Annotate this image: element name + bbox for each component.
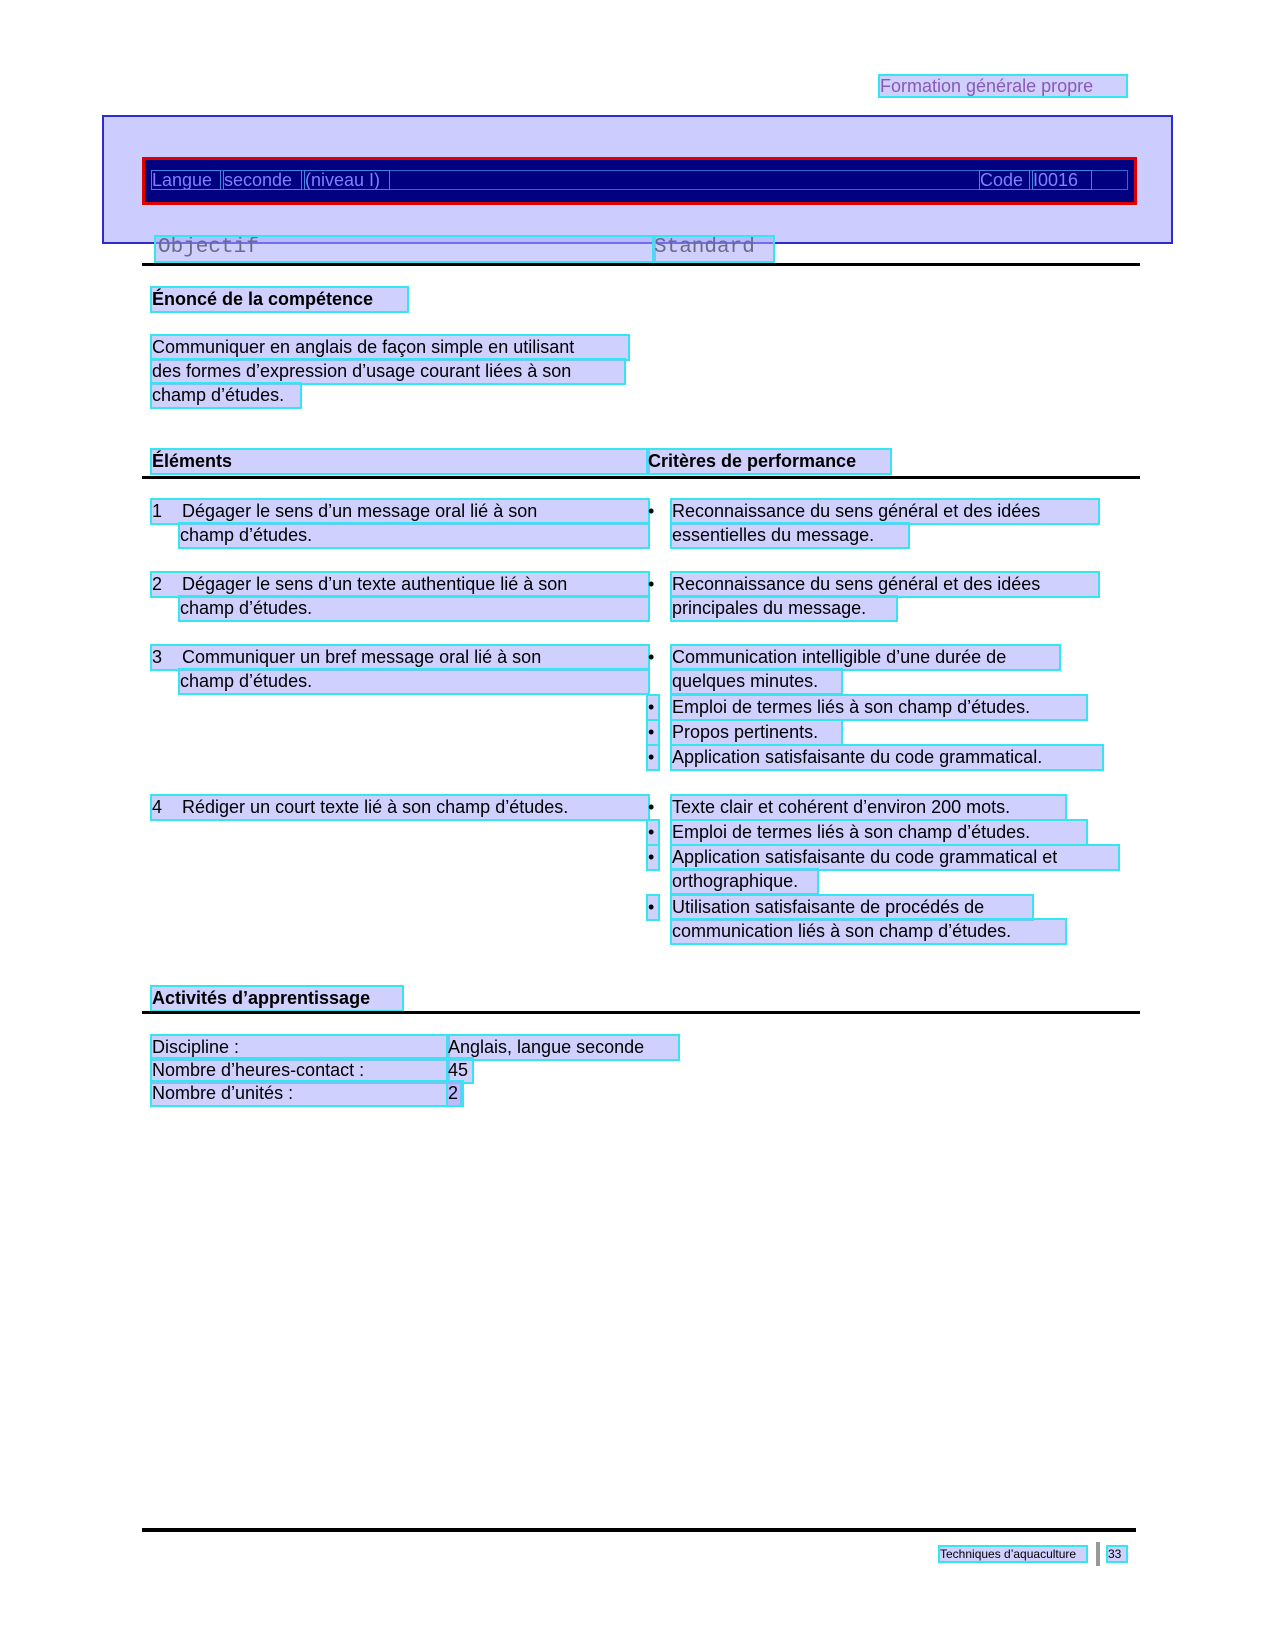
element-item (152, 500, 648, 523)
element-text-continued: champ d’études. (180, 597, 648, 620)
criteria-heading: Critères de performance (648, 450, 890, 473)
element-number: 4 (152, 797, 163, 817)
course-title-word: seconde (224, 171, 301, 189)
criterion-line: Texte clair et cohérent d’environ 200 mots. (672, 796, 1065, 819)
criterion-line: Utilisation satisfaisante de procédés de (672, 896, 1032, 919)
section-divider (142, 476, 1140, 479)
criterion-line: Application satisfaisante du code grammatical et (672, 846, 1118, 869)
discipline-value: Anglais, langue seconde (448, 1036, 678, 1059)
course-title-line (151, 170, 1128, 190)
competence-heading: Énoncé de la compétence (152, 288, 407, 311)
bullet-icon: • (648, 501, 655, 521)
element-text-continued: champ d’études. (180, 524, 648, 547)
course-title-word: (niveau I) (305, 171, 389, 189)
element-number: 1 (152, 501, 163, 521)
element-text: Communiquer un bref message oral lié à son (182, 647, 542, 667)
bullet-icon: • (648, 797, 655, 817)
element-item (152, 646, 648, 669)
bullet-icon: • (648, 696, 658, 719)
course-title-word: Langue (152, 171, 220, 189)
competence-line: des formes d’expression d’usage courant liées à son (152, 360, 624, 383)
element-item (152, 573, 648, 596)
bullet-icon: • (648, 746, 658, 769)
element-number: 2 (152, 574, 163, 594)
units-value: 2 (448, 1082, 462, 1105)
bullet-icon: • (648, 647, 655, 667)
competence-line: champ d’études. (152, 384, 300, 407)
bullet-icon: • (648, 846, 658, 869)
criterion-line: Propos pertinents. (672, 721, 841, 744)
element-text-continued: champ d’études. (180, 670, 648, 693)
element-text: Dégager le sens d’un message oral lié à son (182, 501, 538, 521)
criterion-line: orthographique. (672, 870, 817, 893)
element-item (152, 796, 648, 819)
activities-heading: Activités d’apprentissage (152, 987, 402, 1010)
competence-line: Communiquer en anglais de façon simple en utilisant (152, 336, 628, 359)
column-header-objective: Objectif (156, 237, 654, 261)
footer-rule (142, 1528, 1136, 1532)
course-code-value: I0016 (1033, 171, 1091, 189)
criterion-line: Emploi de termes liés à son champ d’études. (672, 821, 1086, 844)
criterion-line: Reconnaissance du sens général et des idées (672, 573, 1098, 596)
criterion-line: essentielles du message. (672, 524, 908, 547)
section-divider (142, 1011, 1140, 1014)
running-head: Formation générale propre (880, 76, 1126, 96)
footer-page-number: 33 (1108, 1547, 1126, 1561)
criterion-line: Reconnaissance du sens général et des idées (672, 500, 1098, 523)
section-divider (142, 263, 1140, 266)
element-text: Dégager le sens d’un texte authentique lié à son (182, 574, 568, 594)
elements-heading: Éléments (152, 450, 648, 473)
footer-separator (1096, 1542, 1100, 1566)
bullet-icon: • (648, 821, 658, 844)
criterion-line: quelques minutes. (672, 670, 841, 693)
units-label: Nombre d’unités : (152, 1082, 460, 1105)
course-code-label: Code (980, 171, 1029, 189)
course-title-bar (142, 157, 1137, 205)
criterion-line: principales du message. (672, 597, 896, 620)
criterion-line: communication liés à son champ d’études. (672, 920, 1065, 943)
footer-program: Techniques d’aquaculture (940, 1547, 1086, 1561)
criterion-line: Application satisfaisante du code grammatical. (672, 746, 1102, 769)
column-header-standard: Standard (654, 237, 773, 261)
bullet-icon: • (648, 721, 658, 744)
bullet-icon: • (648, 896, 658, 919)
criterion-line: Emploi de termes liés à son champ d’études. (672, 696, 1086, 719)
title-band (102, 115, 1173, 244)
element-text: Rédiger un court texte lié à son champ d’études. (182, 797, 569, 817)
contact-hours-value: 45 (448, 1059, 472, 1082)
contact-hours-label: Nombre d’heures-contact : (152, 1059, 448, 1082)
bullet-icon: • (648, 574, 655, 594)
element-number: 3 (152, 647, 163, 667)
criterion-line: Communication intelligible d’une durée de (672, 646, 1059, 669)
discipline-label: Discipline : (152, 1036, 448, 1059)
